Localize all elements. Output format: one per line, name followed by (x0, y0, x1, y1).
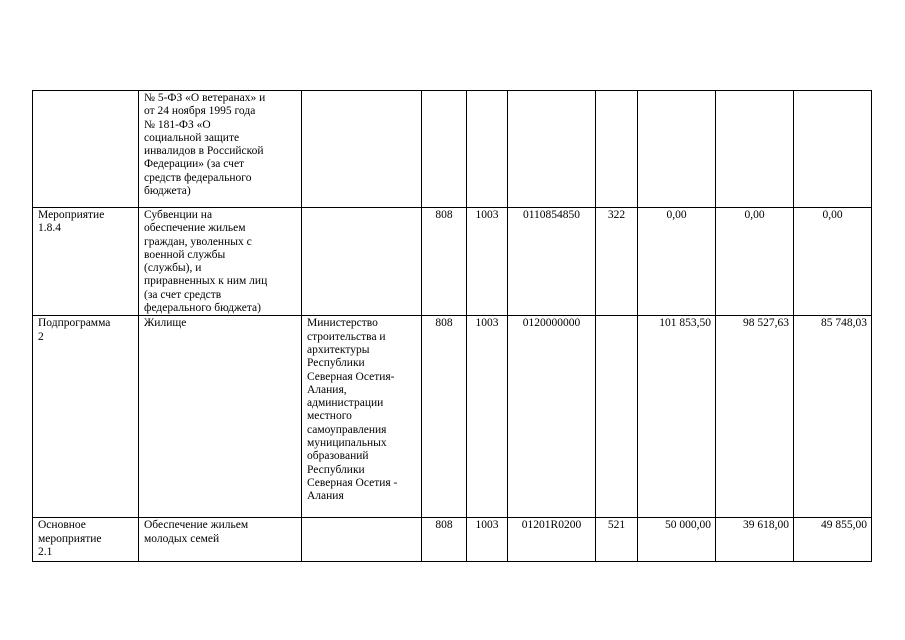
row-csr-cell: 0110854850 (508, 208, 596, 316)
row-name-cell: Мероприятие 1.8.4 (33, 208, 139, 316)
row-grbs-cell: 808 (422, 208, 467, 316)
table-row (33, 518, 872, 562)
row-description-cell: № 5-ФЗ «О ветеранах» и от 24 ноября 1995 года № 181-ФЗ «О социальной защите инвалидов в Российской Федерации» (за счет средств федерального бюджета) (139, 91, 302, 208)
row-year2-cell: 39 618,00 (716, 518, 794, 562)
row-executor-cell (302, 208, 422, 316)
row-name-cell: Основное мероприятие 2.1 (33, 518, 139, 562)
row-year2-cell: 0,00 (716, 208, 794, 316)
row-executor-cell (302, 518, 422, 562)
table-row (33, 316, 872, 518)
row-csr-cell: 01201R0200 (508, 518, 596, 562)
row-year2-cell (716, 91, 794, 208)
row-executor-cell (302, 91, 422, 208)
row-grbs-cell (422, 91, 467, 208)
row-year1-cell (638, 91, 716, 208)
row-year3-cell: 49 855,00 (794, 518, 872, 562)
row-year3-cell (794, 91, 872, 208)
row-grbs-cell: 808 (422, 518, 467, 562)
row-csr-cell: 0120000000 (508, 316, 596, 518)
row-vr-cell (596, 91, 638, 208)
row-rzpr-cell (467, 91, 508, 208)
row-year1-cell: 50 000,00 (638, 518, 716, 562)
row-vr-cell: 521 (596, 518, 638, 562)
row-name-cell (33, 91, 139, 208)
row-csr-cell (508, 91, 596, 208)
row-grbs-cell: 808 (422, 316, 467, 518)
row-rzpr-cell: 1003 (467, 208, 508, 316)
row-description-cell: Субвенции на обеспечение жильем граждан, уволенных с военной службы (службы), и приравненных к ним лиц (за счет средств федерального бюджета) (139, 208, 302, 316)
row-year3-cell: 0,00 (794, 208, 872, 316)
row-executor-cell: Министерство строительства и архитектуры Республики Северная Осетия- Алания, администрации местного самоуправления муниципальных образований Республики Северная Осетия - Алания (302, 316, 422, 518)
row-year1-cell: 0,00 (638, 208, 716, 316)
row-description-cell: Обеспечение жильем молодых семей (139, 518, 302, 562)
row-rzpr-cell: 1003 (467, 316, 508, 518)
row-vr-cell: 322 (596, 208, 638, 316)
row-name-cell: Подпрограмма 2 (33, 316, 139, 518)
row-vr-cell (596, 316, 638, 518)
row-rzpr-cell: 1003 (467, 518, 508, 562)
row-year3-cell: 85 748,03 (794, 316, 872, 518)
budget-table (32, 90, 872, 562)
table-row (33, 208, 872, 316)
row-year2-cell: 98 527,63 (716, 316, 794, 518)
table-row (33, 91, 872, 208)
row-description-cell: Жилище (139, 316, 302, 518)
row-year1-cell: 101 853,50 (638, 316, 716, 518)
